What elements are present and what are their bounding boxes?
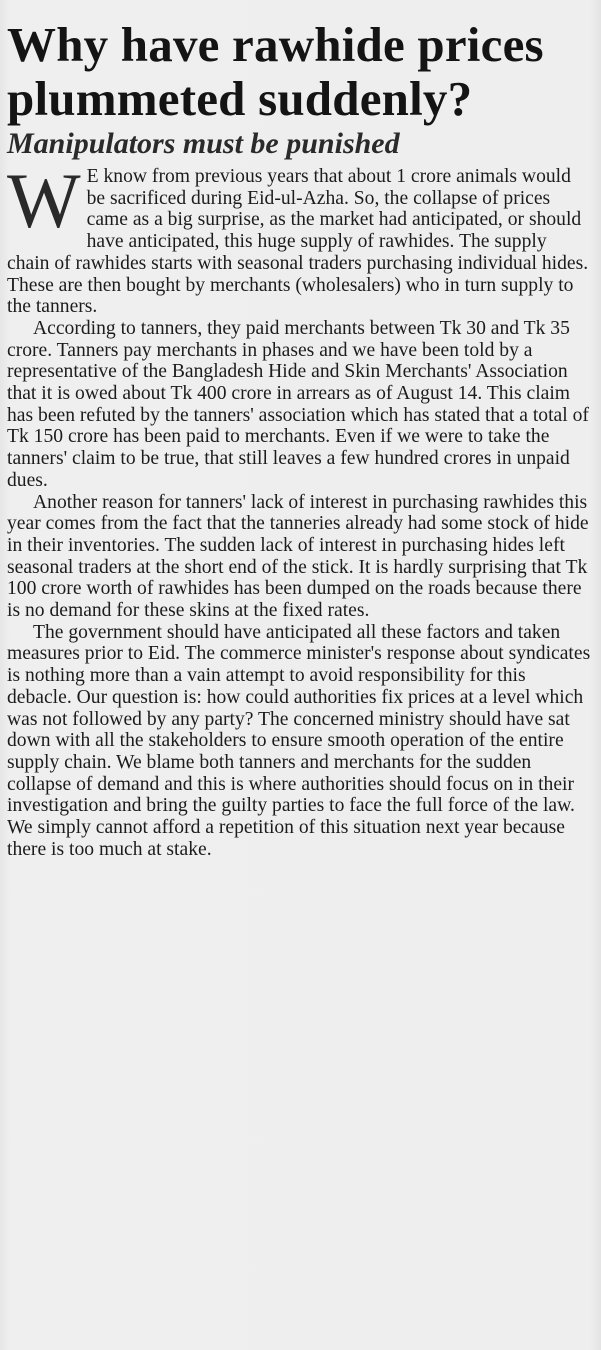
paragraph-2: According to tanners, they paid merchants between Tk 30 and Tk 35 crore. Tanners pay merchants in phases and we have been told by a representative of the Bangladesh Hide and Skin Merchants' Association that it is owed about Tk 400 crore in arrears as of August 14. This claim has been refuted by the tanners' association which has stated that a total of Tk 150 crore has been paid to merchants. Even if we were to take the tanners' claim to be true, that still leaves a few hundred crores in unpaid dues. — [7, 317, 589, 491]
article-body — [7, 157, 593, 861]
headline: Why have rawhide prices plummeted suddenly? — [7, 17, 544, 126]
subheadline: Manipulators must be punished — [7, 127, 400, 160]
paragraph-1 — [7, 157, 593, 318]
paragraph-1-text: E know from previous years that about 1 crore animals would be sacrificed during Eid-ul-Azha. So, the collapse of prices came as a big surprise, as the market had anticipated, or should have anticipated, this huge supply of rawhides. The supply chain of rawhides starts with seasonal traders purchasing individual hides. These are then bought by merchants (wholesalers) who in turn supply to the tanners. — [7, 166, 589, 318]
paragraph-4: The government should have anticipated all these factors and taken measures prior to Eid. The commerce minister's response about syndicates is nothing more than a vain attempt to avoid responsibility for this debacle. Our question is: how could authorities fix prices at a level which was not followed by any party? The concerned ministry should have sat down with all the stakeholders to ensure smooth operation of the entire supply chain. We blame both tanners and merchants for the sudden collapse of demand and this is where authorities should focus on in their investigation and bring the guilty parties to face the full force of the law. We simply cannot afford a repetition of this situation next year because there is too much at stake. — [7, 621, 591, 860]
drop-cap: W — [7, 157, 81, 244]
paragraph-3: Another reason for tanners' lack of interest in purchasing rawhides this year comes from the fact that the tanneries already had some stock of hide in their inventories. The sudden lack of interest in purchasing hides left seasonal traders at the short end of the stick. It is hardly surprising that Tk 100 crore worth of rawhides has been dumped on the roads because there is no demand for these skins at the fixed rates. — [7, 491, 589, 622]
